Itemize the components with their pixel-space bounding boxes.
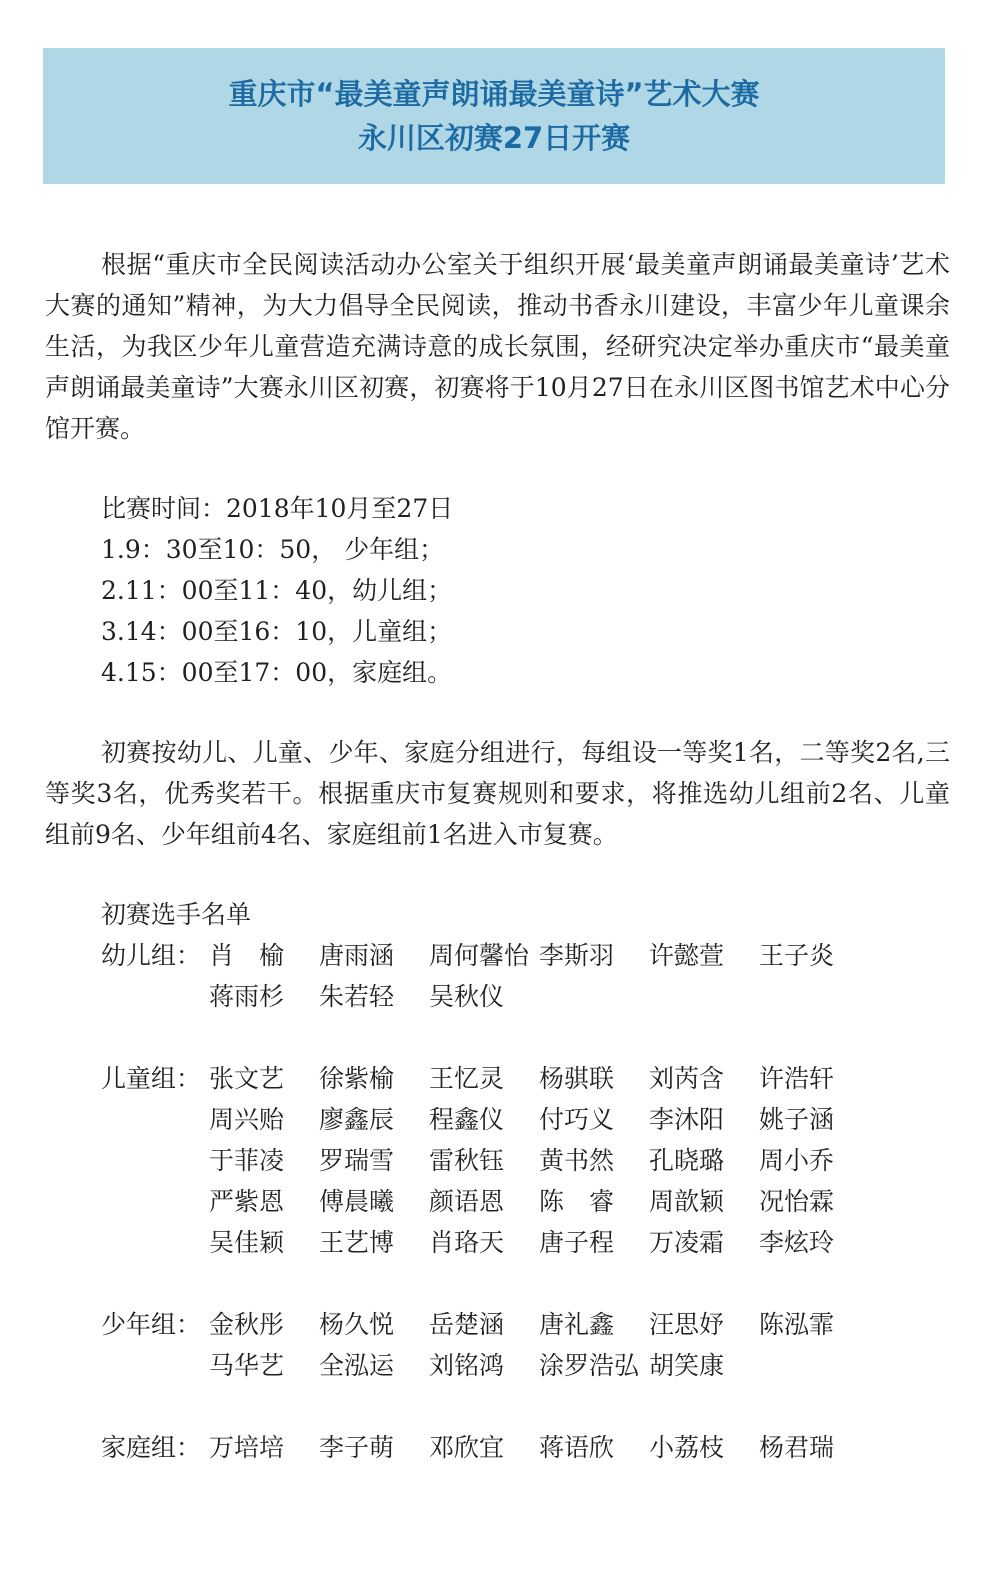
contestant-name: 于菲凌 [209,1146,285,1175]
schedule-item: 4.15：00至17：00，家庭组。 [101,658,453,687]
intro-paragraph: 根据“重庆市全民阅读活动办公室关于组织开展‘最美童声朗诵最美童诗’艺术大赛的通知”精神，为大力倡导全民阅读，推动书香永川建设，丰富少年儿童课余生活，为我区少年儿童营造充满诗意的成长氛围，经研究决定举办重庆市“最美童声朗诵最美童诗”大赛永川区初赛，初赛将于10月27日在永川区图书馆艺术中心分馆开赛。 [45,250,950,443]
contestant-name: 许懿萱 [649,941,725,970]
contestant-name: 朱若轻 [319,982,395,1011]
schedule-item: 3.14：00至16：10，儿童组； [101,617,453,646]
contestant-name: 全泓运 [319,1351,395,1380]
contestant-name: 万培培 [209,1433,285,1462]
contestant-name: 付巧义 [539,1105,615,1134]
contestant-name: 唐雨涵 [319,941,395,970]
contestant-name: 邓欣宜 [429,1433,505,1462]
name-row [209,935,869,976]
contestant-name: 涂罗浩弘 [539,1351,640,1380]
contestant-name: 王忆灵 [429,1064,505,1093]
roster-group [45,1058,950,1263]
contestant-name: 黄书然 [539,1146,615,1175]
roster-list [45,935,950,1468]
name-row [209,1427,869,1468]
contestant-name: 严紫恩 [209,1187,285,1216]
contestant-name: 胡笑康 [649,1351,725,1380]
name-row [209,1181,869,1222]
contestant-name: 王子炎 [759,941,835,970]
contestant-name: 刘铭鸿 [429,1351,505,1380]
contestant-name: 徐紫榆 [319,1064,395,1093]
schedule-heading: 比赛时间：2018年10月至27日 [101,494,454,523]
contestant-name: 陈 睿 [539,1187,615,1216]
name-row [209,1099,869,1140]
contestant-name: 张文艺 [209,1064,285,1093]
contestant-name: 吴秋仪 [429,982,505,1011]
contestant-name: 小荔枝 [649,1433,725,1462]
rules-paragraph: 初赛按幼儿、儿童、少年、家庭分组进行，每组设一等奖1名，二等奖2名,三等奖3名，优秀奖若干。根据重庆市复赛规则和要求，将推选幼儿组前2名、儿童组前9名、少年组前4名、家庭组前1名进入市复赛。 [45,738,950,849]
contestant-name: 廖鑫辰 [319,1105,395,1134]
contestant-name: 肖 榆 [209,941,285,970]
contestant-name: 李炫玲 [759,1228,835,1257]
contestant-name: 罗瑞雪 [319,1146,395,1175]
schedule-item: 1.9：30至10：50， 少年组； [101,535,445,564]
contestant-name: 雷秋钰 [429,1146,505,1175]
contestant-name: 周兴贻 [209,1105,285,1134]
contestant-name: 杨久悦 [319,1310,395,1339]
contestant-name: 李斯羽 [539,941,615,970]
roster-group [45,1304,950,1386]
contestant-name: 傅晨曦 [319,1187,395,1216]
group-label: 儿童组： [101,1064,202,1093]
contestant-name: 况怡霖 [759,1187,835,1216]
name-row [209,1140,869,1181]
contestant-name: 岳楚涵 [429,1310,505,1339]
contestant-name: 杨骐联 [539,1064,615,1093]
contestant-name: 王艺博 [319,1228,395,1257]
contestant-name: 李沐阳 [649,1105,725,1134]
contestant-name: 周小乔 [759,1146,835,1175]
article-body [45,244,950,1468]
contestant-name: 唐子程 [539,1228,615,1257]
contestant-name: 金秋彤 [209,1310,285,1339]
contestant-name: 颜语恩 [429,1187,505,1216]
schedule-section [45,488,950,693]
name-row [209,1058,869,1099]
name-row [209,1345,869,1386]
group-label: 少年组： [101,1310,202,1339]
name-row [209,1222,869,1263]
roster-group [45,935,950,1017]
roster-group [45,1427,950,1468]
schedule-item: 2.11：00至11：40，幼儿组； [101,576,453,605]
name-row [209,1304,869,1345]
contestant-name: 蒋雨杉 [209,982,285,1011]
group-label: 幼儿组： [101,941,202,970]
contestant-name: 肖珞天 [429,1228,505,1257]
contestant-name: 陈泓霏 [759,1310,835,1339]
roster-heading: 初赛选手名单 [101,900,252,929]
title-line-1: 重庆市“最美童声朗诵最美童诗”艺术大赛 [228,77,760,111]
contestant-name: 杨君瑞 [759,1433,835,1462]
contestant-name: 吴佳颖 [209,1228,285,1257]
contestant-name: 程鑫仪 [429,1105,505,1134]
contestant-name: 周歆颖 [649,1187,725,1216]
name-row [209,976,869,1017]
contestant-name: 汪思妤 [649,1310,725,1339]
contestant-name: 孔晓璐 [649,1146,725,1175]
contestant-name: 刘芮含 [649,1064,725,1093]
contestant-name: 周何馨怡 [429,941,530,970]
contestant-name: 万凌霜 [649,1228,725,1257]
title-banner [43,48,945,184]
contestant-name: 许浩轩 [759,1064,835,1093]
title-line-2: 永川区初赛27日开赛 [357,121,631,155]
contestant-name: 唐礼鑫 [539,1310,615,1339]
contestant-name: 姚子涵 [759,1105,835,1134]
contestant-name: 李子萌 [319,1433,395,1462]
contestant-name: 马华艺 [209,1351,285,1380]
contestant-name: 蒋语欣 [539,1433,615,1462]
group-label: 家庭组： [101,1433,202,1462]
